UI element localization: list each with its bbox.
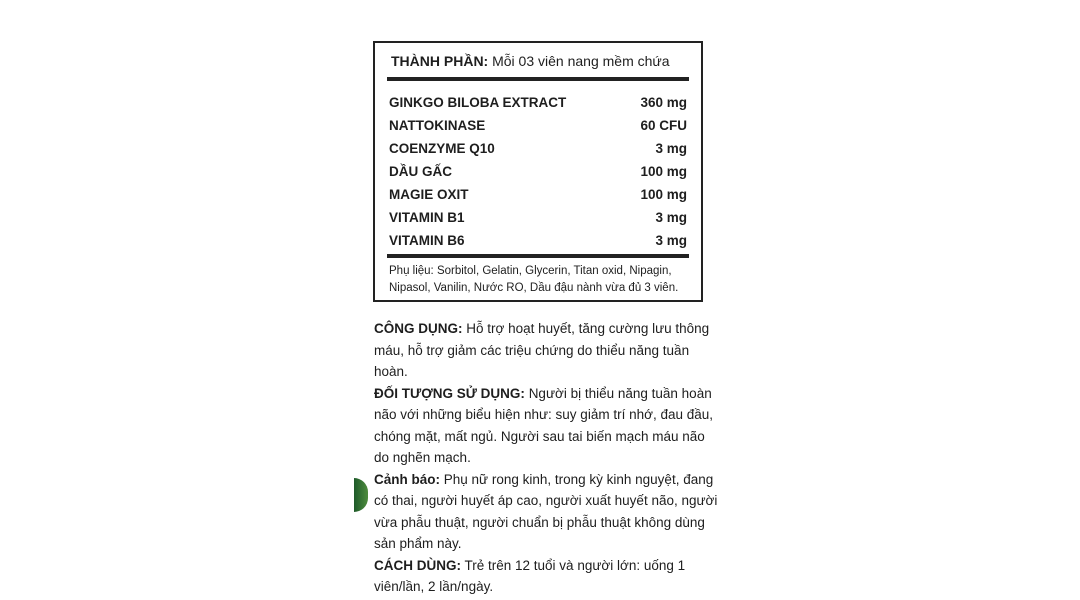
- usage-section: [374, 318, 719, 383]
- ingredient-amount: 3 mg: [655, 233, 687, 248]
- ingredient-name: VITAMIN B1: [389, 210, 465, 225]
- usage-label: CÔNG DỤNG:: [374, 321, 463, 336]
- ingredient-row: [389, 183, 689, 206]
- ingredient-row: [389, 229, 689, 252]
- warning-section: [374, 469, 719, 555]
- directions-text: Trẻ trên 12 tuổi và người lớn: uống 1 viên/lần, 2 lần/ngày.: [374, 557, 686, 594]
- target-text: Người bị thiểu năng tuần hoàn não với những biểu hiện như: suy giảm trí nhớ, đau đầu, chóng mặt, mất ngủ. Người sau tai biến mạch máu não do nghẽn mạch.: [374, 385, 713, 465]
- warning-text: Phụ nữ rong kinh, trong kỳ kinh nguyệt, đang có thai, người huyết áp cao, người xuất huyết não, người vừa phẫu thuật, người chuẩn bị phẫu thuật không dùng sản phẩm này.: [374, 471, 718, 551]
- directions-label: CÁCH DÙNG:: [374, 557, 461, 573]
- ingredient-row: [389, 91, 689, 114]
- ingredient-amount: 360 mg: [640, 95, 687, 110]
- ingredient-amount: 3 mg: [655, 141, 687, 156]
- ingredient-name: COENZYME Q10: [389, 141, 495, 156]
- composition-title: [391, 53, 670, 69]
- divider-top: [387, 77, 689, 81]
- excipients-text: Phụ liệu: Sorbitol, Gelatin, Glycerin, Titan oxid, Nipagin, Nipasol, Vanilin, Nước RO, Dầu đậu nành vừa đủ 3 viên.: [389, 265, 679, 294]
- ingredient-name: GINKGO BILOBA EXTRACT: [389, 95, 567, 110]
- ingredient-amount: 3 mg: [655, 210, 687, 225]
- ingredient-name: NATTOKINASE: [389, 118, 486, 133]
- ingredient-name: VITAMIN B6: [389, 233, 465, 248]
- directions-section: [374, 555, 719, 598]
- target-label: ĐỐI TƯỢNG SỬ DỤNG:: [374, 385, 525, 401]
- composition-box: [373, 41, 703, 302]
- ingredient-row: [389, 160, 689, 183]
- product-info: [374, 318, 719, 598]
- composition-title-text: Mỗi 03 viên nang mềm chứa: [492, 53, 670, 69]
- target-section: [374, 383, 719, 469]
- usage-text: Hỗ trợ hoạt huyết, tăng cường lưu thông máu, hỗ trợ giảm các triệu chứng do thiểu năng tuần hoàn.: [374, 321, 710, 379]
- ingredient-name: DẦU GẤC: [389, 164, 452, 179]
- leaf-decoration: [354, 478, 368, 512]
- divider-bottom: [387, 254, 689, 258]
- ingredient-amount: 100 mg: [640, 164, 687, 179]
- composition-title-label: THÀNH PHẦN:: [391, 53, 489, 69]
- ingredient-list: [389, 91, 689, 252]
- warning-label: Cảnh báo:: [374, 471, 440, 487]
- ingredient-name: MAGIE OXIT: [389, 187, 469, 202]
- ingredient-row: [389, 206, 689, 229]
- ingredient-amount: 60 CFU: [640, 118, 687, 133]
- ingredient-row: [389, 114, 689, 137]
- ingredient-amount: 100 mg: [640, 187, 687, 202]
- ingredient-row: [389, 137, 689, 160]
